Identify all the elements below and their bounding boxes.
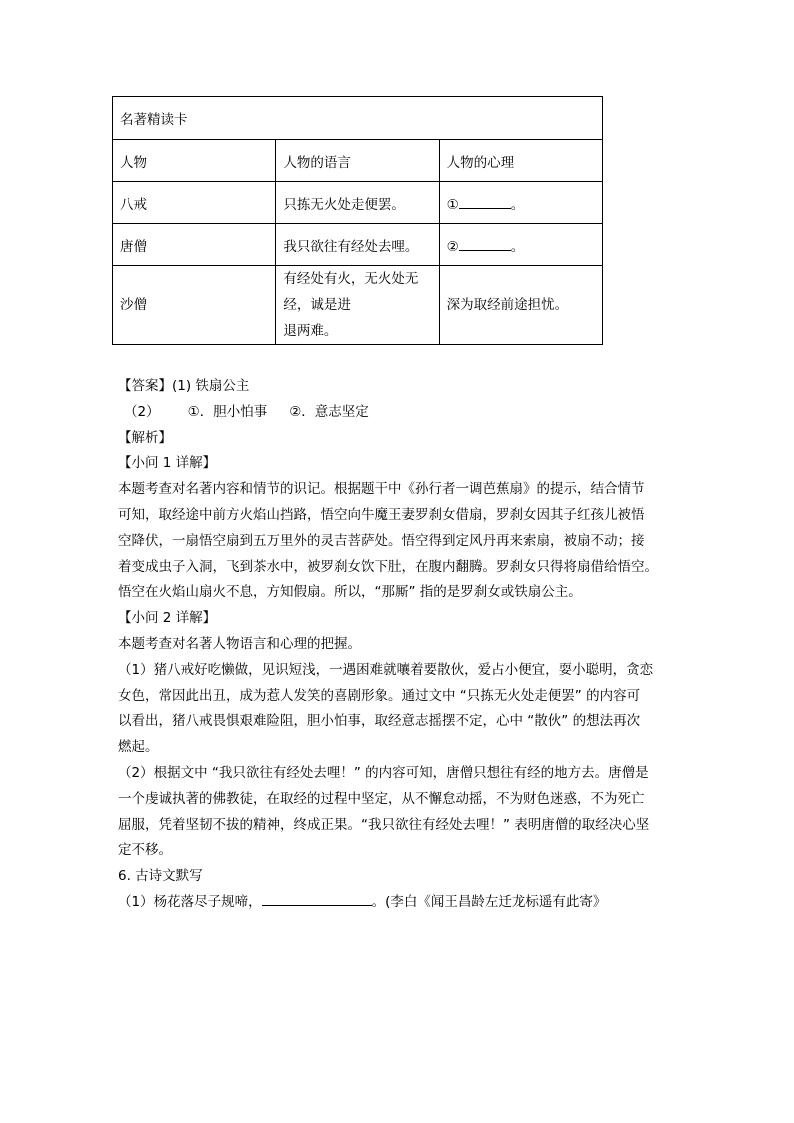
answer-q2-number: （2） — [124, 403, 160, 420]
answer-q2-line — [118, 400, 678, 426]
answer-q2-b: ②．意志坚定 — [289, 403, 369, 420]
question-6-title: 6. 古诗文默写 — [118, 868, 203, 885]
sub2-line: 女色，常因此出丑，成为惹人发笑的喜剧形象。通过文中 “只拣无火处走便罢” 的内容可 — [118, 687, 641, 704]
header-speech: 人物的语言 — [276, 140, 439, 182]
fill-blank-q6-1[interactable] — [262, 893, 372, 906]
sub2-line: （2）根据文中 “我只欲往有经处去哩！” 的内容可知，唐僧只想往有经的地方去。唐僧是 — [118, 764, 649, 781]
row-bajie-mind[interactable] — [439, 182, 602, 224]
sub1-line: 着变成虫子入洞，飞到茶水中，被罗刹女饮下肚，在腹内翻腾。罗刹女只得将扇借给悟空。 — [118, 558, 658, 575]
sub2-line: 以看出，猪八戒畏惧艰难险阻，胆小怕事，取经意志摇摆不定，心中 “散伙” 的想法再次 — [118, 713, 641, 730]
row-bajie-name: 八戒 — [113, 182, 276, 224]
row-shaseng-name: 沙僧 — [113, 266, 276, 345]
reading-card-table — [112, 96, 603, 345]
q6-1-prefix: （1）杨花落尽子规啼， — [118, 893, 262, 910]
question-6-1 — [118, 890, 678, 916]
speech-line: 退两难。 — [283, 323, 338, 339]
row-shaseng-speech — [276, 266, 439, 345]
answer-label: 【答案】 — [118, 378, 172, 394]
answer-analysis-section — [118, 374, 678, 916]
sub2-line: 燃起。 — [118, 739, 159, 756]
answer-q2-a: ①．胆小怕事 — [187, 403, 268, 420]
header-character: 人物 — [113, 140, 276, 182]
sub1-line: 悟空在火焰山扇火不息，方知假扇。所以，“那厮” 指的是罗刹女或铁扇公主。 — [118, 584, 582, 601]
blank-number-1: ① — [446, 196, 459, 213]
answer-q1: (1) 铁扇公主 — [172, 378, 250, 394]
card-title: 名著精读卡 — [113, 97, 603, 140]
speech-line: 有经处有火，无火处无经，诚是进 — [283, 271, 419, 313]
row-bajie-speech: 只拣无火处走便罢。 — [276, 182, 439, 224]
row-tangseng-speech: 我只欲往有经处去哩。 — [276, 224, 439, 266]
row-shaseng-mind: 深为取经前途担忧。 — [439, 266, 602, 345]
sub2-label: 【小问 2 详解】 — [118, 610, 217, 627]
sub2-line: （1）猪八戒好吃懒做，见识短浅，一遇困难就嚷着要散伙，爱占小便宜，耍小聪明，贪恋 — [118, 661, 654, 678]
period: 。 — [510, 238, 525, 255]
sub1-label: 【小问 1 详解】 — [118, 455, 217, 472]
sub2-line: 定不移。 — [118, 842, 172, 859]
fill-blank-2[interactable] — [459, 238, 511, 251]
fill-blank-1[interactable] — [459, 196, 511, 209]
analysis-label: 【解析】 — [118, 429, 172, 446]
answer-line — [118, 374, 678, 400]
sub1-line: 本题考查对名著内容和情节的识记。根据题干中《孙行者一调芭蕉扇》的提示，结合情节 — [118, 481, 645, 498]
row-tangseng-mind[interactable] — [439, 224, 602, 266]
sub2-line: 本题考查对名著人物语言和心理的把握。 — [118, 635, 361, 652]
period: 。 — [510, 196, 525, 213]
sub2-line: 一个虔诚执著的佛教徒，在取经的过程中坚定，从不懈怠动摇，不为财色迷惑，不为死亡 — [118, 790, 645, 807]
row-tangseng-name: 唐僧 — [113, 224, 276, 266]
header-mind: 人物的心理 — [439, 140, 602, 182]
sub1-line: 空降伏，一扇悟空扇到五万里外的灵吉菩萨处。悟空得到定风丹再来索扇，被扇不动；接 — [118, 532, 645, 549]
sub1-line: 可知，取经途中前方火焰山挡路，悟空向牛魔王妻罗刹女借扇，罗刹女因其子红孩儿被悟 — [118, 506, 645, 523]
blank-number-2: ② — [446, 238, 459, 255]
sub2-line: 屈服，凭着坚韧不拔的精神，终成正果。“我只欲往有经处去哩！” 表明唐僧的取经决心坚 — [118, 816, 650, 833]
q6-1-suffix: 。(李白《闻王昌龄左迁龙标遥有此寄》 — [371, 893, 607, 910]
